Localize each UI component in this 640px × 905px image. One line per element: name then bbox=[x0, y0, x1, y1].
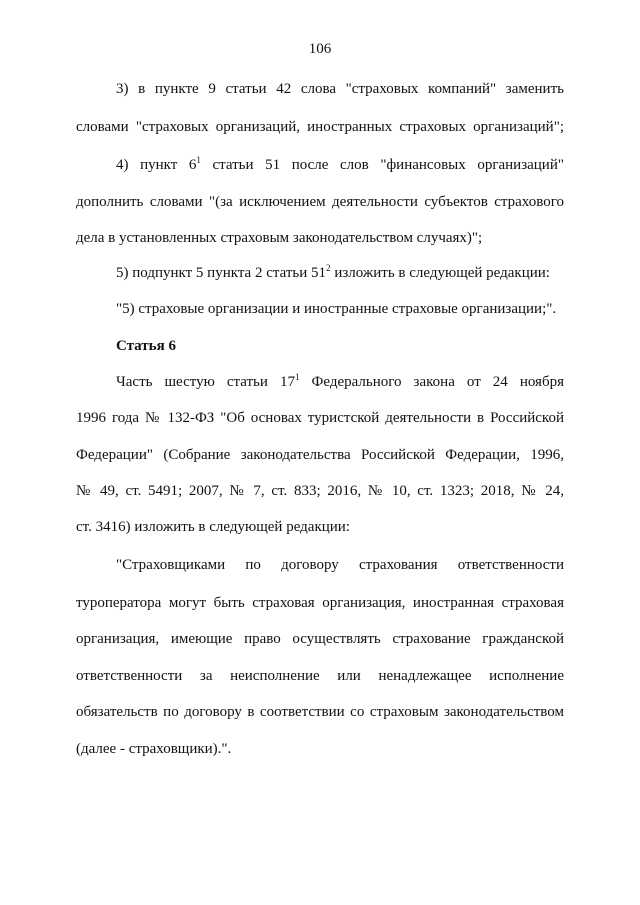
superscript: 1 bbox=[294, 372, 300, 382]
text-run: 4) пункт 6 bbox=[116, 157, 197, 173]
paragraph-line: туроператора могут быть страховая организация, иностранная страховая bbox=[76, 595, 564, 611]
page-number: 106 bbox=[308, 41, 332, 57]
paragraph-line: дела в установленных страховым законодательством случаях)"; bbox=[76, 230, 483, 246]
paragraph-line: словами "страховых организаций, иностранных страховых организаций"; bbox=[76, 119, 564, 135]
paragraph-line bbox=[116, 264, 564, 282]
paragraph-line: ответственности за неисполнение или ненадлежащее исполнение bbox=[76, 668, 564, 684]
superscript: 1 bbox=[196, 155, 201, 165]
superscript: 2 bbox=[326, 263, 331, 273]
paragraph-line: "Страховщиками по договору страхования ответственности bbox=[116, 557, 564, 573]
paragraph-line: "5) страховые организации и иностранные страховые организации;". bbox=[116, 301, 557, 317]
text-run: Федерального закона от 24 ноября bbox=[299, 374, 564, 390]
paragraph-line: Федерации" (Собрание законодательства Российской Федерации, 1996, bbox=[76, 447, 564, 463]
paragraph-line: (далее - страховщики).". bbox=[76, 741, 232, 757]
text-run: статьи 51 после слов "финансовых организаций" bbox=[200, 157, 564, 173]
paragraph-line: обязательств по договору в соответствии со страховым законодательством bbox=[76, 704, 564, 720]
paragraph-line: организация, имеющие право осуществлять страхование гражданской bbox=[76, 631, 564, 647]
text-run: изложить в следующей редакции: bbox=[330, 265, 550, 281]
paragraph-line: дополнить словами "(за исключением деятельности субъектов страхового bbox=[76, 194, 564, 210]
text-run: Часть шестую статьи 17 bbox=[116, 374, 295, 390]
paragraph-line: № 49, ст. 5491; 2007, № 7, ст. 833; 2016, № 10, ст. 1323; 2018, № 24, bbox=[76, 483, 564, 499]
paragraph-line bbox=[116, 156, 564, 174]
paragraph-line bbox=[116, 373, 564, 391]
article-heading: Статья 6 bbox=[116, 338, 176, 354]
paragraph-line: 3) в пункте 9 статьи 42 слова "страховых компаний" заменить bbox=[116, 81, 564, 97]
paragraph-line: ст. 3416) изложить в следующей редакции: bbox=[76, 519, 350, 535]
text-run: 5) подпункт 5 пункта 2 статьи 51 bbox=[116, 265, 327, 281]
paragraph-line: 1996 года № 132-ФЗ "Об основах туристской деятельности в Российской bbox=[76, 410, 564, 426]
